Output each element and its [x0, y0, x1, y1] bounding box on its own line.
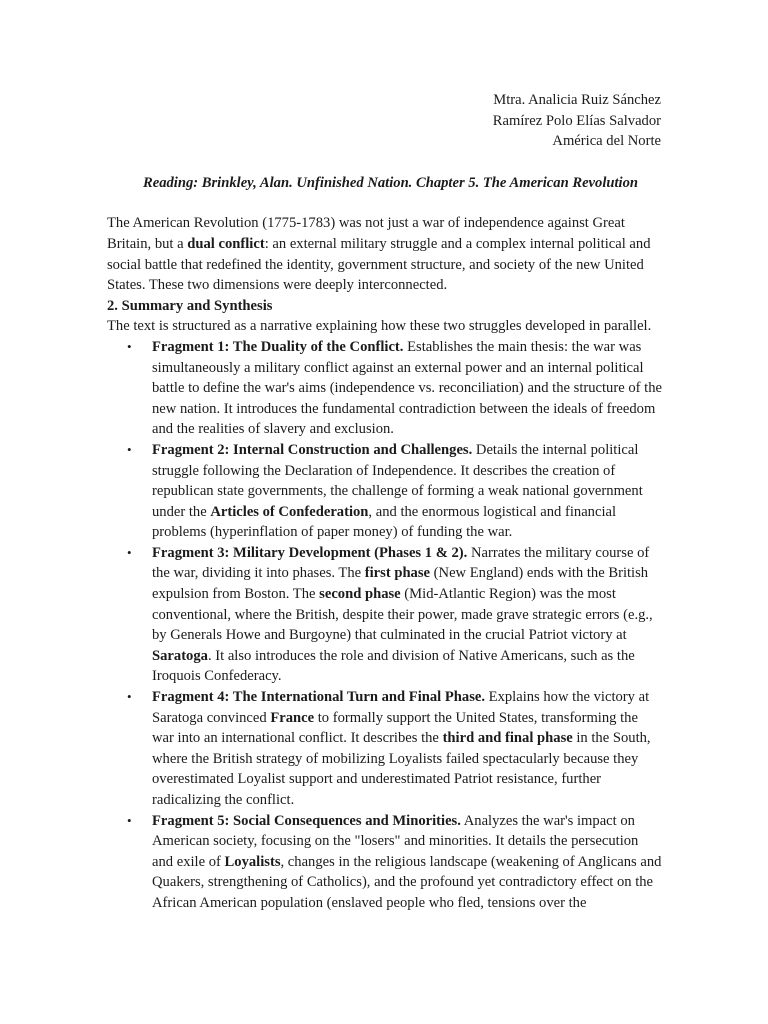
fragment-text: , changes in the religious landscape (weakening of Anglicans and Quakers, strengthening of Catholics), and the profound yet contradictory effect on the African American population (enslaved people who fled, tensions over the	[152, 853, 662, 911]
fragment-text: . It also introduces the role and division of Native Americans, such as the Iroquois Confederacy.	[152, 647, 635, 685]
fragment-text: , and the enormous logistical and financial problems (hyperinflation of paper money) of funding the war.	[152, 503, 617, 541]
bullet-icon: •	[127, 441, 132, 457]
list-item-fragment-4	[107, 687, 662, 811]
fragment-bold-term: second phase	[319, 586, 401, 603]
fragment-text: Narrates the military course of the war, dividing it into phases. The	[152, 544, 650, 582]
author-header	[107, 90, 661, 152]
bullet-icon: •	[127, 812, 132, 828]
section-heading: 2. Summary and Synthesis	[107, 297, 273, 314]
header-instructor-name: Mtra. Analicia Ruiz Sánchez	[493, 92, 661, 108]
fragment-title: Fragment 1: The Duality of the Conflict.	[152, 338, 404, 355]
fragment-title: Fragment 2: Internal Construction and Challenges.	[152, 441, 473, 458]
intro-paragraph	[107, 213, 662, 295]
fragment-text: to formally support the United States, transforming the war into an international conflict. It describes the	[152, 709, 638, 747]
fragment-list	[107, 337, 662, 914]
fragment-title: Fragment 4: The International Turn and Final Phase.	[152, 689, 485, 706]
fragment-text: (New England) ends with the British expulsion from Boston. The	[152, 565, 649, 603]
list-item-fragment-1	[107, 337, 662, 440]
fragment-title: Fragment 5: Social Consequences and Minorities.	[152, 812, 461, 829]
list-item-fragment-5	[107, 811, 662, 914]
fragment-bold-term: first phase	[364, 565, 431, 582]
fragment-text: Analyzes the war's impact on American society, focusing on the "losers" and minorities. It details the persecution and exile of	[152, 812, 639, 870]
fragment-title: Fragment 3: Military Development (Phases 1 & 2).	[152, 544, 468, 561]
fragment-text: Establishes the main thesis: the war was simultaneously a military conflict against an external power and an internal political battle to define the war's aims (independence vs. reconciliation) and the structure of the new nation. It introduces the fundamental contradiction between the ideals of freedom and the realities of slavery and exclusion.	[152, 338, 662, 438]
reading-title: Reading: Brinkley, Alan. Unfinished Nation. Chapter 5. The American Revolution	[142, 174, 639, 191]
intro-text-2: : an external military struggle and a complex internal political and social battle that redefined the identity, government structure, and society of the new United States. These two dimensions were deeply interconnected.	[107, 235, 651, 294]
fragment-text: in the South, where the British strategy of mobilizing Loyalists failed spectacularly because they overestimated Loyalist support and underestimated Patriot resistance, further radicalizing the conflict.	[152, 730, 651, 808]
bullet-icon: •	[127, 338, 132, 354]
fragment-text: (Mid-Atlantic Region) was the most conventional, where the British, despite their power, made grave strategic errors (e.g., by Generals Howe and Burgoyne) that culminated in the crucial Patriot victory at	[152, 586, 653, 644]
list-item-fragment-3	[107, 543, 662, 687]
intro-bold-term: dual conflict	[187, 235, 265, 252]
intro-text-1: The American Revolution (1775-1783) was not just a war of independence against Great Britain, but a	[107, 215, 625, 252]
header-student-name: Ramírez Polo Elías Salvador	[492, 112, 661, 129]
section-lead: The text is structured as a narrative explaining how these two struggles developed in parallel.	[107, 318, 652, 335]
bullet-icon: •	[127, 544, 132, 560]
fragment-bold-term: France	[270, 709, 315, 726]
document-page	[107, 90, 662, 914]
list-item-fragment-2	[107, 440, 662, 543]
bullet-icon: •	[127, 689, 132, 705]
fragment-bold-term: third and final phase	[442, 730, 573, 747]
fragment-bold-term: Saratoga	[152, 647, 208, 664]
header-course-name: América del Norte	[552, 133, 661, 150]
fragment-text: Explains how the victory at Saratoga convinced	[152, 689, 650, 726]
fragment-bold-term: Articles of Confederation	[210, 503, 369, 520]
fragment-bold-term: Loyalists	[224, 853, 281, 870]
fragment-text: Details the internal political struggle following the Declaration of Independence. It describes the creation of republican state governments, the challenge of forming a weak national government under the	[152, 441, 643, 520]
